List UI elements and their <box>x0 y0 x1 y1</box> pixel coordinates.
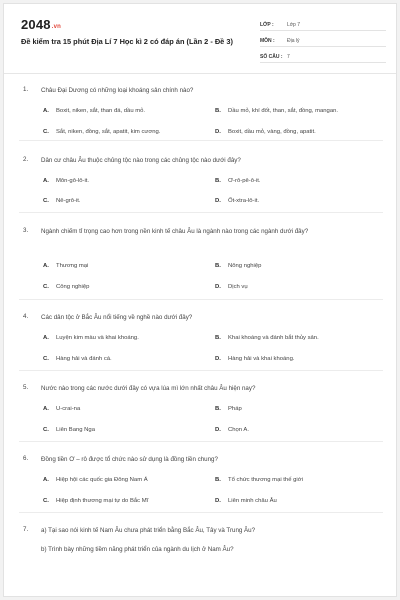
divider <box>19 512 383 513</box>
meta-label: SỐ CÂU : <box>260 54 283 60</box>
question-number: 1. <box>23 86 29 93</box>
divider <box>19 441 383 442</box>
logo-text: 2048 <box>21 17 51 32</box>
question-subpart: b) Trình bày những tiềm năng phát triển của ngành du lịch ở Nam Âu? <box>41 546 234 553</box>
option-text: Tổ chức thương mại thế giới <box>228 477 303 483</box>
site-logo[interactable] <box>21 17 61 32</box>
question-text: Các dân tộc ở Bắc Âu nổi tiếng về nghề nào dưới đây? <box>41 314 193 321</box>
option-a[interactable] <box>43 477 148 483</box>
option-letter: B. <box>215 263 221 269</box>
question-number: 6. <box>23 455 29 462</box>
option-text: Ốt-xtra-lô-it. <box>228 198 260 204</box>
option-text: Boxit, dầu mỏ, vàng, đồng, apatit. <box>228 129 316 135</box>
option-text: Hiệp hội các quốc gia Đông Nam Á <box>56 477 148 483</box>
option-letter: B. <box>215 477 221 483</box>
meta-row-subject <box>260 34 386 47</box>
divider <box>19 299 383 300</box>
option-text: Hiệp định thương mại tự do Bắc Mĩ <box>56 498 149 504</box>
option-letter: C. <box>43 498 49 504</box>
option-text: Dầu mỏ, khí đốt, than, sắt, đồng, mangan. <box>228 108 339 114</box>
question-text: Nước nào trong các nước dưới đây có vựa lúa mì lớn nhất châu Âu hiện nay? <box>41 385 256 392</box>
option-d[interactable] <box>215 284 248 290</box>
document-header <box>4 4 396 74</box>
option-letter: A. <box>43 406 49 412</box>
meta-row-count <box>260 50 386 63</box>
meta-value: Lớp 7 <box>287 22 301 28</box>
option-d[interactable] <box>215 498 277 504</box>
option-text: Dịch vụ <box>228 284 248 290</box>
logo-suffix: .vn <box>51 24 62 30</box>
option-letter: A. <box>43 108 49 114</box>
option-c[interactable] <box>43 198 81 204</box>
option-letter: B. <box>215 178 221 184</box>
option-text: Thương mại <box>56 263 89 269</box>
option-text: Liên minh châu Âu <box>228 498 277 504</box>
option-text: Nông nghiệp <box>228 263 262 269</box>
option-b[interactable] <box>215 263 261 269</box>
question-text: Đồng tiền Ơ – rô được tổ chức nào sử dụng là đồng tiền chung? <box>41 456 218 463</box>
option-text: Pháp <box>228 406 242 412</box>
option-b[interactable] <box>215 335 319 341</box>
option-letter: C. <box>43 129 49 135</box>
option-text: Hàng hải và đánh cá. <box>56 356 112 362</box>
option-b[interactable] <box>215 406 242 412</box>
question-text: a) Tại sao nói kinh tế Nam Âu chưa phát triển bằng Bắc Âu, Tây và Trung Âu? <box>41 527 256 534</box>
option-text: Sắt, niken, đồng, sắt, apatit, kim cương. <box>56 129 161 135</box>
option-letter: A. <box>43 335 49 341</box>
option-a[interactable] <box>43 178 89 184</box>
option-text: Khai khoáng và đánh bắt thủy sản. <box>228 335 319 341</box>
option-c[interactable] <box>43 129 160 135</box>
option-letter: B. <box>215 335 221 341</box>
option-text: Liên Bang Nga <box>56 427 95 433</box>
option-text: Nê-grô-it. <box>56 198 81 204</box>
option-letter: D. <box>215 198 221 204</box>
option-letter: C. <box>43 427 49 433</box>
question-number: 4. <box>23 313 29 320</box>
option-d[interactable] <box>215 427 249 433</box>
option-b[interactable] <box>215 477 303 483</box>
question-text: Dân cư châu Âu thuộc chủng tộc nào trong các chủng tộc nào dưới đây? <box>41 157 241 164</box>
question-number: 2. <box>23 156 29 163</box>
option-b[interactable] <box>215 108 338 114</box>
page-title: Đề kiểm tra 15 phút Địa Lí 7 Học kì 2 có đáp án (Lần 2 - Đề 3) <box>21 37 233 46</box>
option-b[interactable] <box>215 178 261 184</box>
option-text: U-crai-na <box>56 406 81 412</box>
option-letter: C. <box>43 356 49 362</box>
option-letter: B. <box>215 108 221 114</box>
divider <box>19 370 383 371</box>
meta-value: 7 <box>287 54 290 60</box>
option-c[interactable] <box>43 427 95 433</box>
option-d[interactable] <box>215 356 294 362</box>
option-letter: D. <box>215 129 221 135</box>
option-d[interactable] <box>215 129 316 135</box>
option-d[interactable] <box>215 198 259 204</box>
option-letter: C. <box>43 198 49 204</box>
meta-label: LỚP : <box>260 22 274 28</box>
option-text: Hàng hải và khai khoáng. <box>228 356 295 362</box>
meta-info <box>260 18 386 66</box>
question-number: 5. <box>23 384 29 391</box>
meta-label: MÔN : <box>260 38 275 44</box>
divider <box>19 212 383 213</box>
meta-row-class <box>260 18 386 31</box>
option-text: Boxit, niken, sắt, than đá, dầu mỏ. <box>56 108 146 114</box>
option-letter: A. <box>43 178 49 184</box>
option-letter: D. <box>215 498 221 504</box>
option-letter: A. <box>43 477 49 483</box>
option-letter: D. <box>215 427 221 433</box>
option-text: Ơ-rô-pê-ô-it. <box>228 178 261 184</box>
option-text: Môn-gô-lô-it. <box>56 178 90 184</box>
option-letter: D. <box>215 284 221 290</box>
option-c[interactable] <box>43 498 148 504</box>
option-text: Chọn A. <box>228 427 249 433</box>
divider <box>19 140 383 141</box>
option-a[interactable] <box>43 335 139 341</box>
question-text: Châu Đại Dương có những loại khoáng sản chính nào? <box>41 87 194 94</box>
option-c[interactable] <box>43 284 89 290</box>
option-letter: C. <box>43 284 49 290</box>
question-text: Ngành chiếm tỉ trọng cao hơn trong nền kinh tế châu Âu là ngành nào trong các ngành dưới đây? <box>41 228 309 235</box>
option-text: Luyện kim màu và khai khoáng. <box>56 335 139 341</box>
document-page <box>3 3 397 597</box>
option-letter: A. <box>43 263 49 269</box>
meta-value: Địa lý <box>287 38 300 44</box>
option-c[interactable] <box>43 356 112 362</box>
option-a[interactable] <box>43 263 88 269</box>
option-letter: B. <box>215 406 221 412</box>
option-a[interactable] <box>43 108 145 114</box>
question-number: 3. <box>23 227 29 234</box>
option-letter: D. <box>215 356 221 362</box>
question-number: 7. <box>23 526 29 533</box>
option-a[interactable] <box>43 406 80 412</box>
option-text: Công nghiệp <box>56 284 90 290</box>
